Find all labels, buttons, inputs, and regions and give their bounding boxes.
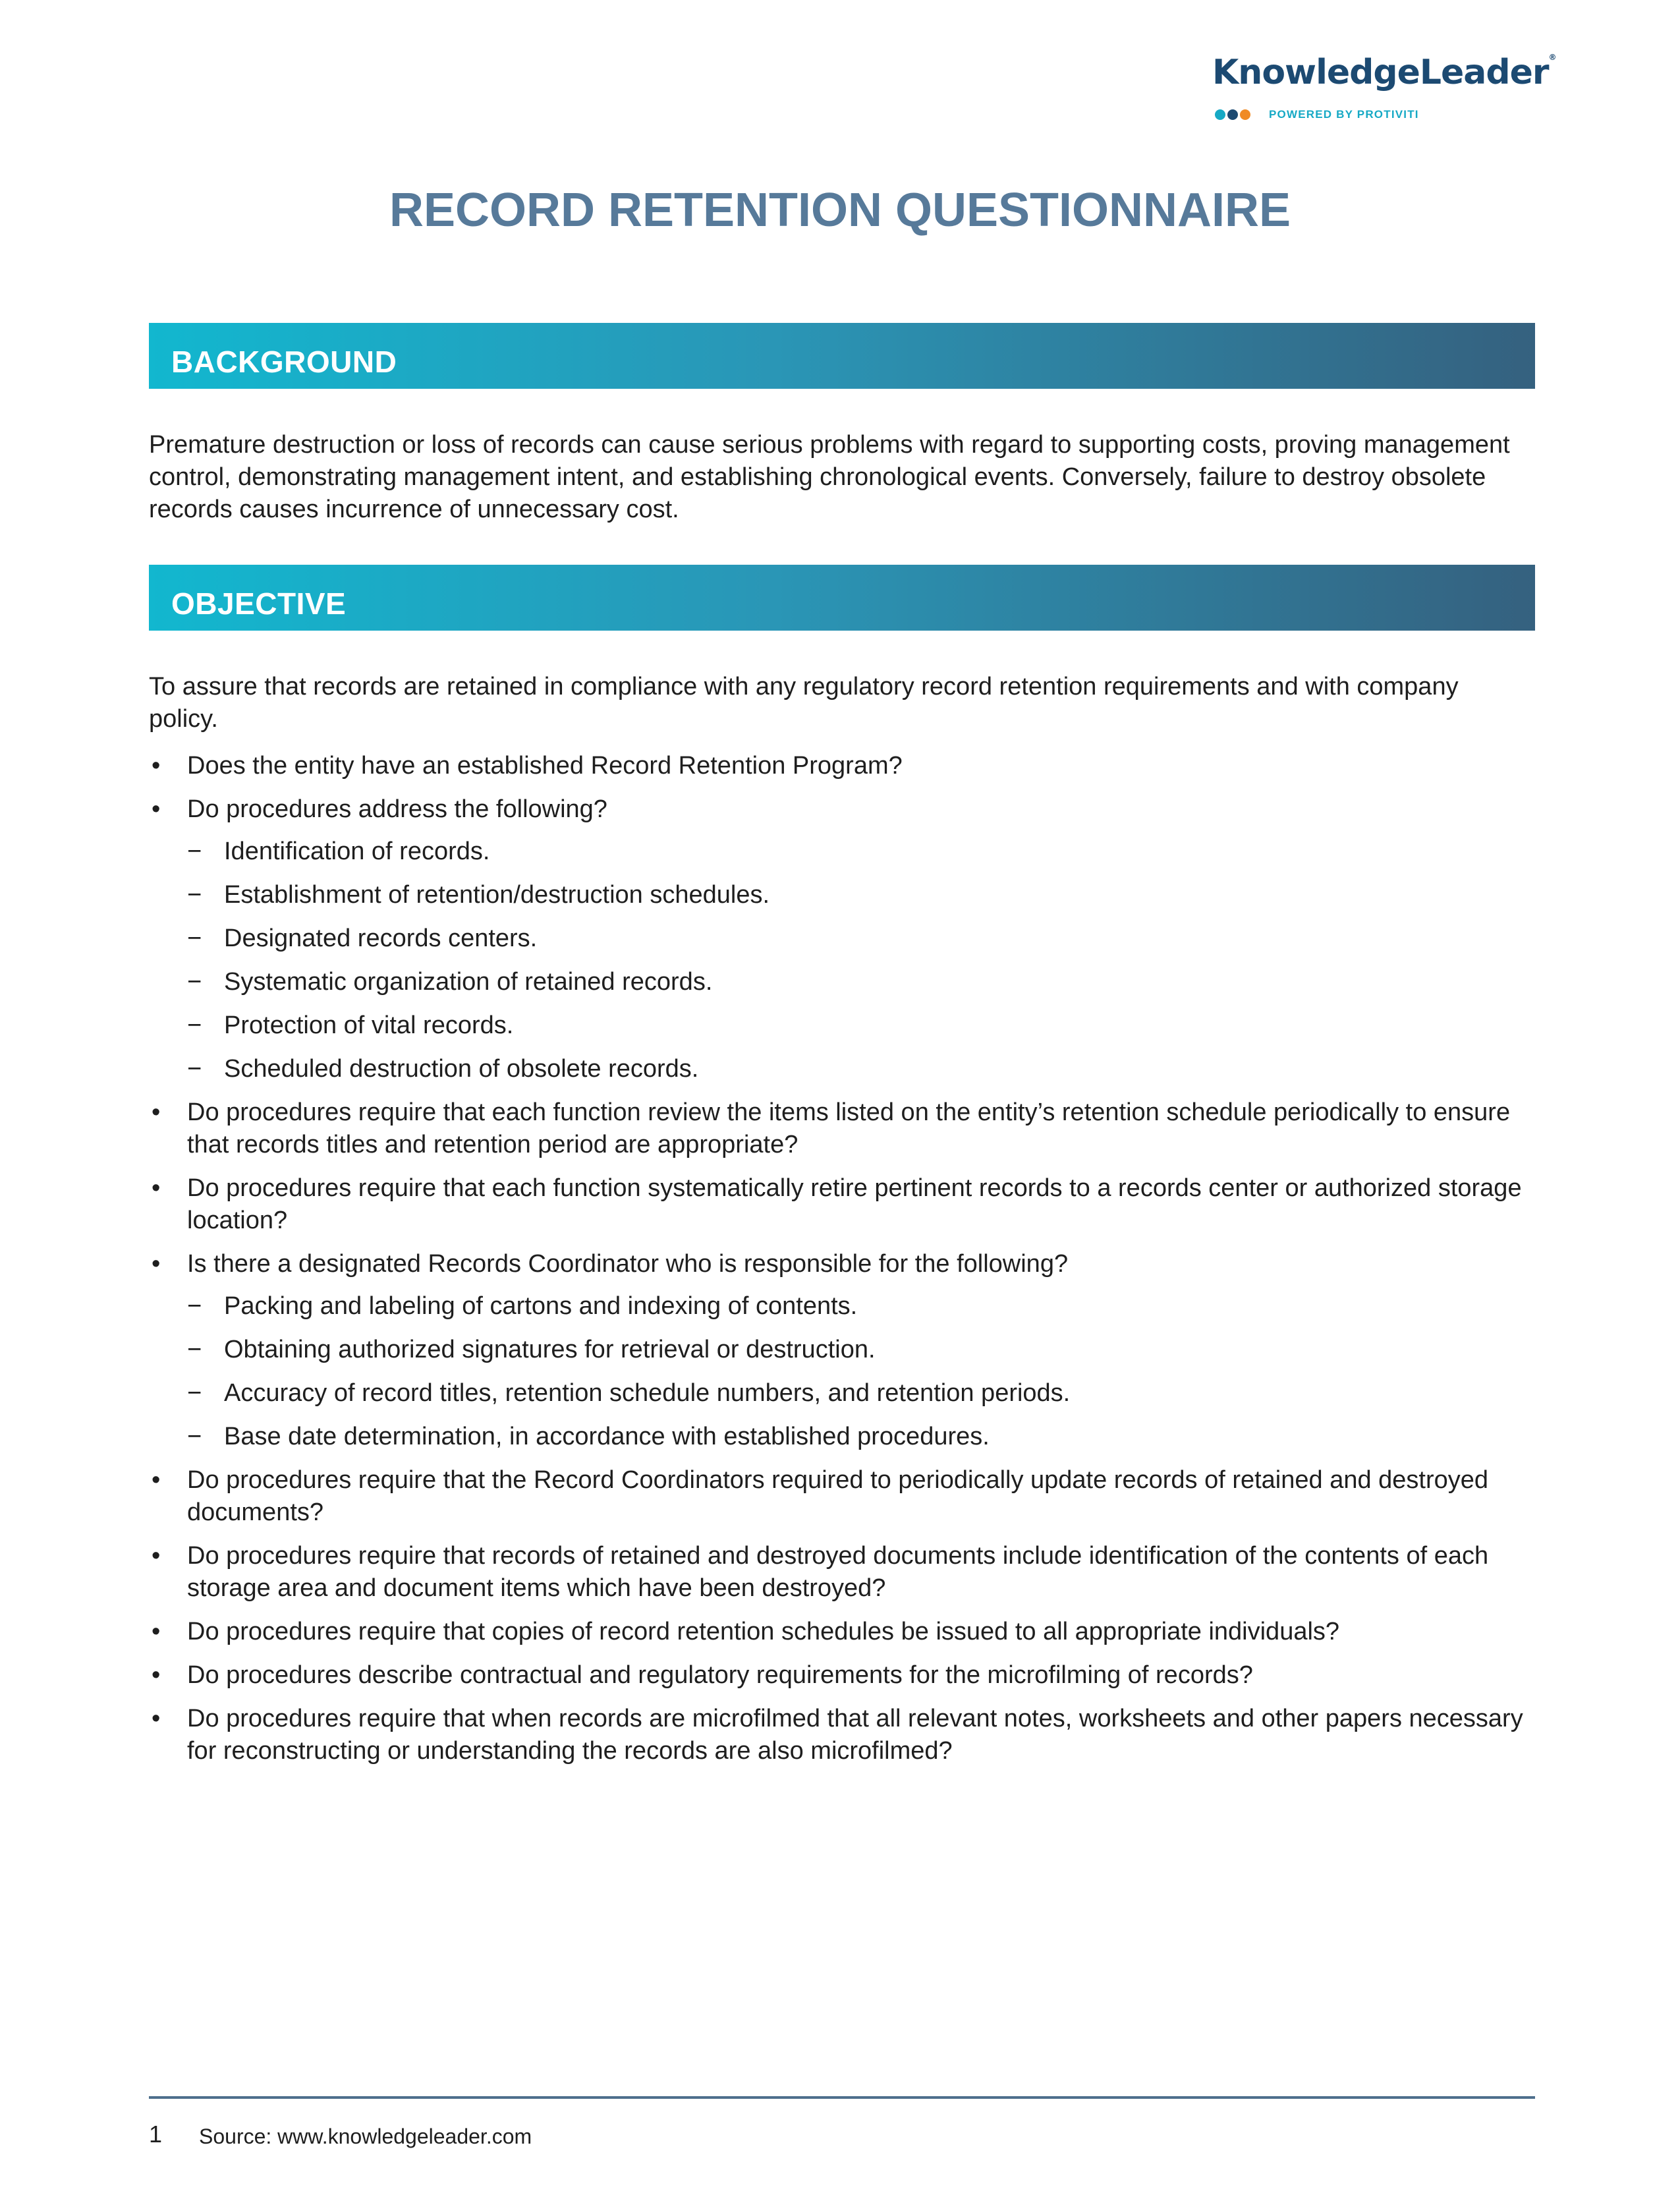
logo-trademark: ®: [1548, 53, 1556, 62]
question-text: Do procedures require that records of retained and destroyed documents include identification of the contents of each storage area and document items which have been destroyed?: [187, 1542, 1489, 1602]
question-text: Do procedures require that the Record Coordinators required to periodically update records of retained and destroyed documents?: [187, 1466, 1489, 1526]
footer-divider: [149, 2096, 1535, 2099]
knowledgeleader-logo: [1212, 53, 1556, 125]
sub-item: − Establishment of retention/destruction schedules.: [187, 879, 1535, 911]
question-item: [149, 1540, 1535, 1605]
question-item: [149, 1616, 1535, 1648]
background-text: Premature destruction or loss of records can cause serious problems with regard to supporting costs, proving management control, demonstrating management intent, and establishing chronological events. Conversely, failure to destroy obsolete records causes incurrence of unnecessary cost.: [149, 431, 1510, 523]
question-text: Do procedures require that when records are microfilmed that all relevant notes, worksheets and other papers necessary for reconstructing or understanding the records are also microfilmed?: [187, 1705, 1523, 1765]
question-item: [149, 1248, 1535, 1453]
question-text: Do procedures require that each function review the items listed on the entity’s retention schedule periodically to ensure that records titles and retention period are appropriate?: [187, 1098, 1511, 1158]
sub-item: − Protection of vital records.: [187, 1010, 1535, 1042]
question-item: [149, 750, 1535, 782]
logo-dot-icon: [1215, 109, 1225, 120]
question-text: Do procedures require that each function systematically retire pertinent records to a records center or authorized storage location?: [187, 1174, 1522, 1234]
question-text: Do procedures address the following?: [187, 795, 607, 823]
question-text: Do procedures require that copies of record retention schedules be issued to all appropriate individuals?: [187, 1618, 1340, 1645]
background-section-header: [149, 323, 1535, 389]
question-item: [149, 1097, 1535, 1161]
logo-tagline: POWERED BY PROTIVITI: [1269, 108, 1419, 121]
question-text: Do procedures describe contractual and regulatory requirements for the microfilming of records?: [187, 1661, 1253, 1689]
question-item: [149, 793, 1535, 1085]
sub-item: − Systematic organization of retained records.: [187, 966, 1535, 998]
objective-heading: OBJECTIVE: [171, 586, 347, 621]
sub-item: − Accuracy of record titles, retention schedule numbers, and retention periods.: [187, 1377, 1535, 1410]
objective-text: To assure that records are retained in compliance with any regulatory record retention requirements and with company policy.: [149, 673, 1459, 733]
question-item: [149, 1659, 1535, 1692]
logo-dots-icon: [1215, 109, 1252, 121]
sub-item: − Obtaining authorized signatures for retrieval or destruction.: [187, 1334, 1535, 1366]
footer-source: Source: www.knowledgeleader.com: [199, 2125, 532, 2148]
question-text: Is there a designated Records Coordinator who is responsible for the following?: [187, 1250, 1069, 1278]
sub-item: − Scheduled destruction of obsolete records.: [187, 1053, 1535, 1085]
sub-item: − Base date determination, in accordance with established procedures.: [187, 1421, 1535, 1453]
question-text: Does the entity have an established Record Retention Program?: [187, 752, 903, 780]
logo-dot-icon: [1240, 109, 1250, 120]
question-list: [149, 750, 1535, 1779]
sub-item: − Packing and labeling of cartons and indexing of contents.: [187, 1290, 1535, 1323]
sub-item: − Identification of records.: [187, 836, 1535, 868]
page-title: RECORD RETENTION QUESTIONNAIRE: [389, 184, 1291, 237]
background-heading: BACKGROUND: [171, 345, 397, 379]
question-item: [149, 1464, 1535, 1529]
sub-list: [187, 1290, 1535, 1453]
sub-list: [187, 836, 1535, 1085]
logo-dot-icon: [1227, 109, 1238, 120]
page-number: 1: [149, 2121, 163, 2148]
objective-section-header: [149, 565, 1535, 631]
logo-wordmark: KnowledgeLeader®: [1212, 53, 1556, 92]
question-item: [149, 1172, 1535, 1237]
question-item: [149, 1703, 1535, 1767]
sub-item: − Designated records centers.: [187, 923, 1535, 955]
